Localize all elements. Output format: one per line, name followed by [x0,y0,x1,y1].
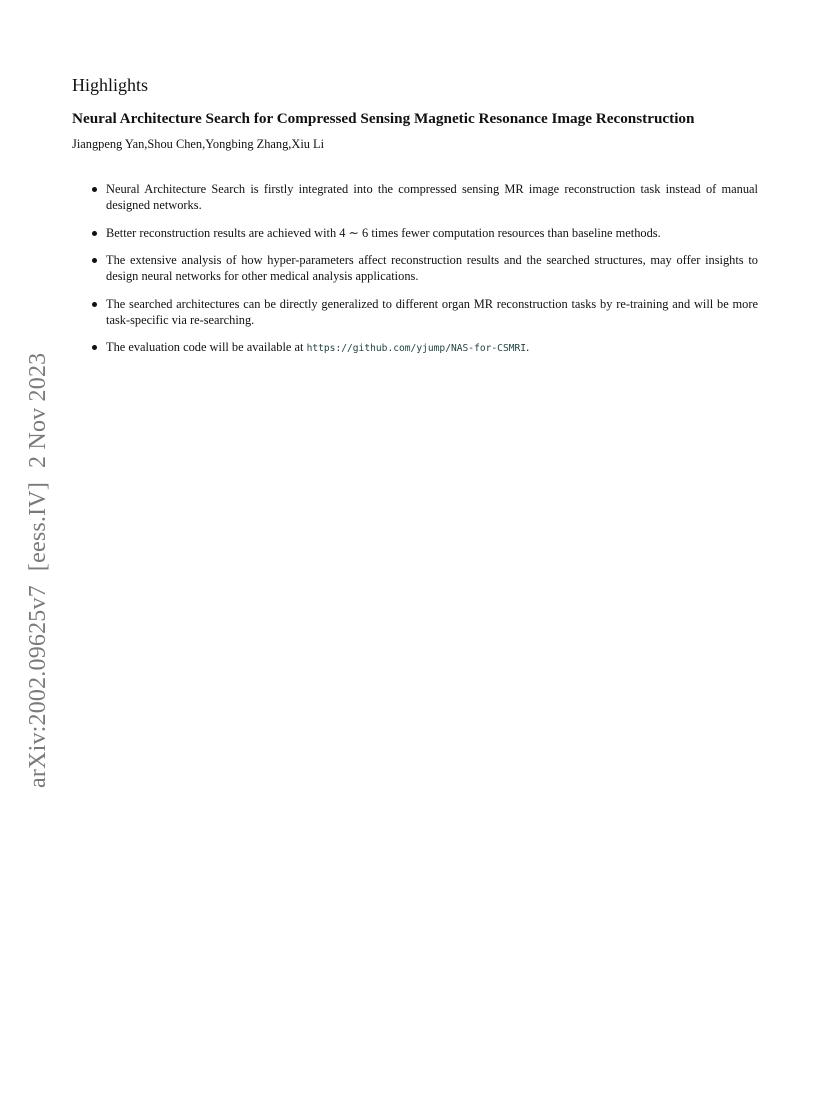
bullet-icon [92,302,97,307]
highlight-item [90,225,758,241]
highlight-text: Better reconstruction results are achieved with 4 ∼ 6 times fewer computation resources than baseline methods. [106,225,661,240]
arxiv-date: 2 Nov 2023 [25,352,51,468]
section-heading: Highlights [72,75,149,95]
bullet-icon [92,258,97,263]
highlight-text: Neural Architecture Search is firstly integrated into the compressed sensing MR image reconstruction task instead of manual designed networks. [106,182,758,212]
highlight-suffix: . [526,340,530,354]
highlight-item [90,296,758,328]
highlight-text: The searched architectures can be directly generalized to different organ MR reconstruction tasks by re-training and will be more task-specific via re-searching. [106,296,758,327]
arxiv-category: [eess.IV] [25,481,51,572]
highlight-text: The evaluation code will be available at [106,340,307,354]
code-repository-link[interactable]: https://github.com/yjump/NAS-for-CSMRI [306,343,527,354]
bullet-icon [92,345,97,350]
highlight-item [90,181,758,213]
highlights-list [90,181,758,369]
arxiv-id: arXiv:2002.09625v7 [25,585,51,788]
highlight-item [90,252,758,284]
bullet-icon [92,231,97,236]
bullet-icon [92,187,97,192]
author-list: Jiangpeng Yan,Shou Chen,Yongbing Zhang,Xiu Li [72,137,325,151]
arxiv-stamp [24,353,52,788]
paper-title: Neural Architecture Search for Compressed Sensing Magnetic Resonance Image Reconstruction [72,110,695,127]
highlight-text: The extensive analysis of how hyper-parameters affect reconstruction results and the searched structures, may offer insights to design neural networks for other medical analysis applications. [106,253,758,283]
highlight-item [90,339,758,357]
